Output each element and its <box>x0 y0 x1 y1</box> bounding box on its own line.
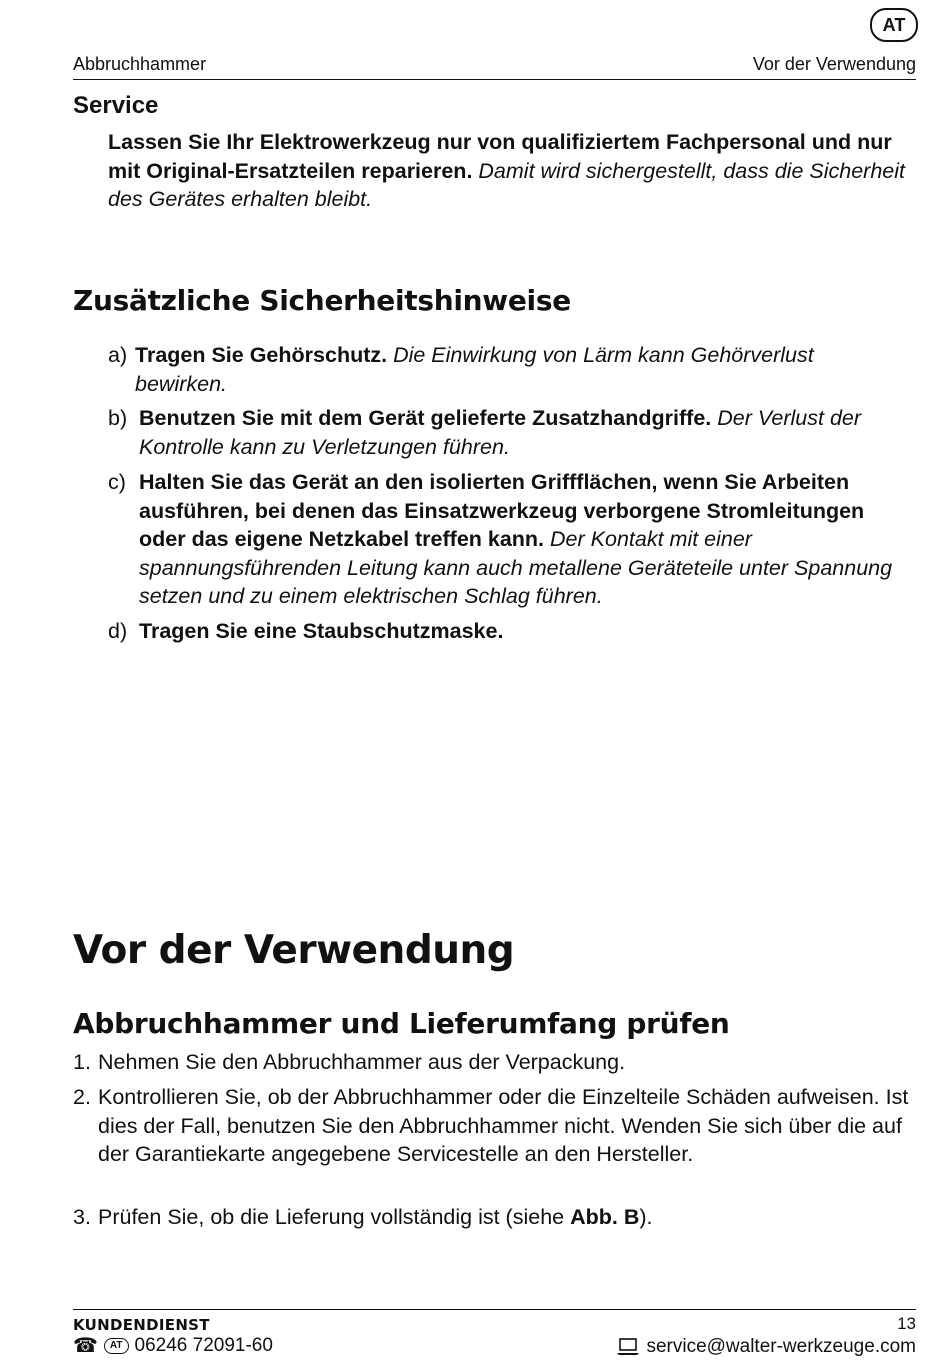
safety-item-b <box>108 404 908 461</box>
step-text-end: ). <box>639 1205 653 1229</box>
customer-service-title: KUNDENDIENST <box>73 1316 210 1334</box>
safety-item-d <box>108 617 908 646</box>
figure-reference: Abb. B <box>570 1205 640 1229</box>
additional-safety-heading: Zusätzliche Sicherheitshinweise <box>73 284 571 317</box>
country-badge-small: AT <box>104 1338 129 1354</box>
safety-item-label: a) <box>108 343 128 367</box>
service-bold-text: Lassen Sie Ihr Elektrowerkzeug nur von qualifiziertem Fachpersonal und nur mit Original-Ersatzteilen reparieren. <box>108 130 892 183</box>
step-number: 1. <box>73 1050 91 1074</box>
step-2 <box>73 1083 913 1169</box>
safety-item-italic: Die Einwirkung von Lärm kann Gehörverlust bewirken. <box>135 343 814 396</box>
safety-item-bold: Tragen Sie Gehörschutz. <box>135 343 388 367</box>
step-text: Kontrollieren Sie, ob der Abbruchhammer oder die Einzelteile Schäden aufweisen. Ist dies der Fall, benutzen Sie den Abbruchhammer nicht. Wenden Sie sich über die auf der Garantiekarte angegebene Servicestelle an den Hersteller. <box>98 1085 909 1166</box>
safety-item-bold: Halten Sie das Gerät an den isolierten Griffflächen, wenn Sie Arbeiten ausführen, bei denen das Einsatzwerkzeug verborgene Stromleitungen oder das eigene Netzkabel treffen kann. <box>139 470 865 551</box>
safety-item-italic: Der Kontakt mit einer spannungsführenden Leitung kann auch metallene Geräteteile unter Spannung setzen und zu einem elektrischen Schlag führen. <box>139 527 893 608</box>
safety-item-label: c) <box>108 470 126 494</box>
safety-item-label: b) <box>108 406 128 430</box>
footer-phone <box>73 1335 273 1357</box>
phone-number: 06246 72091-60 <box>134 1335 273 1356</box>
step-3 <box>73 1203 913 1232</box>
laptop-icon <box>616 1338 640 1356</box>
email-address[interactable]: service@walter-werkzeuge.com <box>646 1336 916 1357</box>
page-number: 13 <box>897 1314 916 1333</box>
step-text: Prüfen Sie, ob die Lieferung vollständig ist (siehe <box>98 1205 571 1229</box>
service-italic-text: Damit wird sichergestellt, dass die Sicherheit des Gerätes erhalten bleibt. <box>108 158 905 211</box>
safety-item-a <box>108 341 908 398</box>
before-use-heading: Vor der Verwendung <box>73 928 515 973</box>
service-heading: Service <box>73 92 159 119</box>
footer-email <box>616 1336 916 1358</box>
safety-item-c <box>108 468 908 611</box>
safety-item-bold: Tragen Sie eine Staubschutzmaske. <box>139 619 504 643</box>
step-1 <box>73 1048 913 1077</box>
step-number: 2. <box>73 1085 91 1109</box>
safety-item-bold: Benutzen Sie mit dem Gerät gelieferte Zusatzhandgriffe. <box>139 406 712 430</box>
header-section-name: Vor der Verwendung <box>752 54 916 74</box>
header-divider <box>73 79 916 80</box>
step-number: 3. <box>73 1205 91 1229</box>
safety-item-label: d) <box>108 619 128 643</box>
safety-item-italic: Der Verlust der Kontrolle kann zu Verletzungen führen. <box>139 406 862 459</box>
step-text: Nehmen Sie den Abbruchhammer aus der Verpackung. <box>98 1050 626 1074</box>
country-badge: AT <box>870 8 918 42</box>
service-paragraph <box>108 128 908 214</box>
check-delivery-heading: Abbruchhammer und Lieferumfang prüfen <box>73 1007 730 1040</box>
footer-divider <box>73 1309 916 1310</box>
telephone-icon: ☎ <box>73 1335 98 1357</box>
header-product-name: Abbruchhammer <box>73 54 207 74</box>
